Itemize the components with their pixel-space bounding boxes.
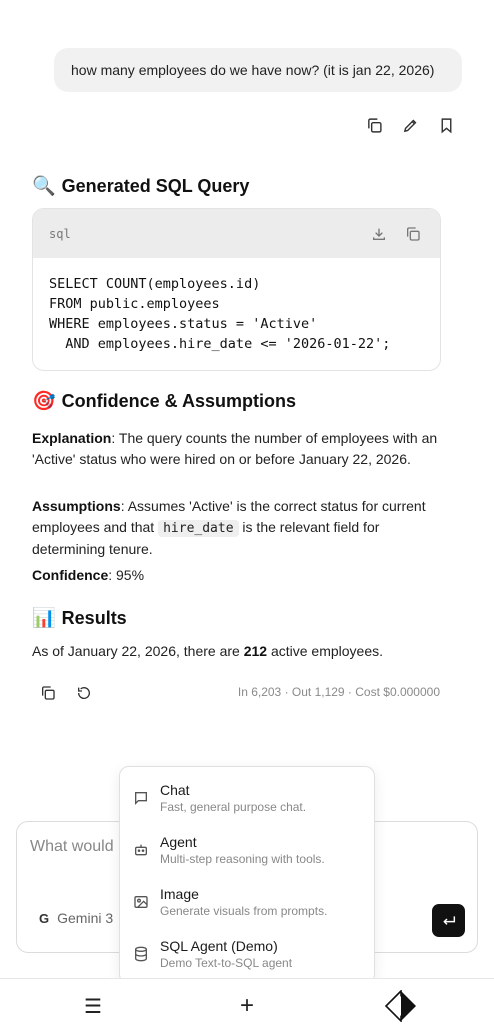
copy-code-icon[interactable] xyxy=(402,223,424,245)
download-icon[interactable] xyxy=(368,223,390,245)
results-heading-title: Results xyxy=(61,608,127,628)
sql-code-block xyxy=(32,208,441,371)
regenerate-icon[interactable] xyxy=(73,682,95,704)
magnifier-emoji: 🔍 xyxy=(32,176,56,197)
menu-item-agent[interactable] xyxy=(120,829,374,881)
prompt-input[interactable]: What would xyxy=(30,838,114,855)
response-actions xyxy=(37,682,95,704)
bar-chart-emoji: 📊 xyxy=(32,608,56,629)
copy-icon[interactable] xyxy=(363,114,385,136)
menu-item-chat[interactable] xyxy=(120,777,374,829)
token-usage: In 6,203 · Out 1,129 · Cost $0.000000 xyxy=(237,685,440,699)
app-logo-icon[interactable] xyxy=(384,989,418,1023)
new-chat-icon[interactable]: + xyxy=(239,992,254,1019)
explanation-label: Explanation xyxy=(32,430,112,446)
menu-icon[interactable]: ☰ xyxy=(84,995,102,1018)
assumptions-paragraph xyxy=(32,496,442,560)
sql-code: SELECT COUNT(employees.id) FROM public.employees WHERE employees.status = 'Active' AND employees.hire_date <= '2026-01-22'; xyxy=(49,276,391,352)
copy-response-icon[interactable] xyxy=(37,682,59,704)
menu-item-desc: Demo Text-to-SQL agent xyxy=(160,956,293,970)
model-label: Gemini 3 xyxy=(57,910,114,926)
database-icon xyxy=(132,945,150,963)
send-button[interactable] xyxy=(432,904,465,937)
results-heading xyxy=(32,608,127,629)
sql-heading xyxy=(32,176,249,197)
confidence-value: : 95% xyxy=(108,567,145,583)
results-text-end: active employees. xyxy=(267,643,384,659)
sql-heading-title: Generated SQL Query xyxy=(61,176,250,196)
user-message: how many employees do we have now? (it is jan 22, 2026) xyxy=(54,48,462,92)
menu-item-title: Chat xyxy=(160,782,190,798)
target-emoji: 🎯 xyxy=(32,391,56,412)
confidence-heading xyxy=(32,391,296,412)
explanation-paragraph xyxy=(32,428,442,469)
chat-bubble-icon xyxy=(132,789,150,807)
results-text: As of January 22, 2026, there are xyxy=(32,643,244,659)
assumptions-text: : Assumes 'Active' is the correct status for current employees and that xyxy=(32,498,426,535)
menu-item-desc: Generate visuals from prompts. xyxy=(160,904,328,918)
confidence-label: Confidence xyxy=(32,567,109,583)
assumptions-inline-code: hire_date xyxy=(158,520,238,537)
menu-item-title: Agent xyxy=(160,834,197,850)
code-language: sql xyxy=(49,226,71,241)
model-selector[interactable] xyxy=(39,910,113,926)
confidence-paragraph xyxy=(32,565,442,586)
explanation-text: : The query counts the number of employees with an 'Active' status who were hired on or before January 22, 2026. xyxy=(32,430,438,467)
results-count: 212 xyxy=(243,643,268,659)
bottom-nav-bar xyxy=(0,978,494,1033)
menu-item-desc: Fast, general purpose chat. xyxy=(160,800,307,814)
code-header xyxy=(33,209,440,258)
assumptions-label: Assumptions xyxy=(32,498,121,514)
bookmark-icon[interactable] xyxy=(435,114,457,136)
menu-item-image[interactable] xyxy=(120,881,374,933)
assumptions-text-end: is the relevant field for determining tenure. xyxy=(32,518,380,557)
message-actions xyxy=(363,114,457,136)
confidence-heading-title: Confidence & Assumptions xyxy=(61,391,297,411)
robot-icon xyxy=(132,841,150,859)
results-paragraph xyxy=(32,641,442,662)
image-icon xyxy=(132,893,150,911)
mode-menu xyxy=(119,766,375,984)
menu-item-desc: Multi-step reasoning with tools. xyxy=(160,852,325,866)
menu-item-title: SQL Agent (Demo) xyxy=(160,938,278,954)
pencil-icon[interactable] xyxy=(399,114,421,136)
gemini-icon: G xyxy=(39,910,50,926)
menu-item-title: Image xyxy=(160,886,199,902)
